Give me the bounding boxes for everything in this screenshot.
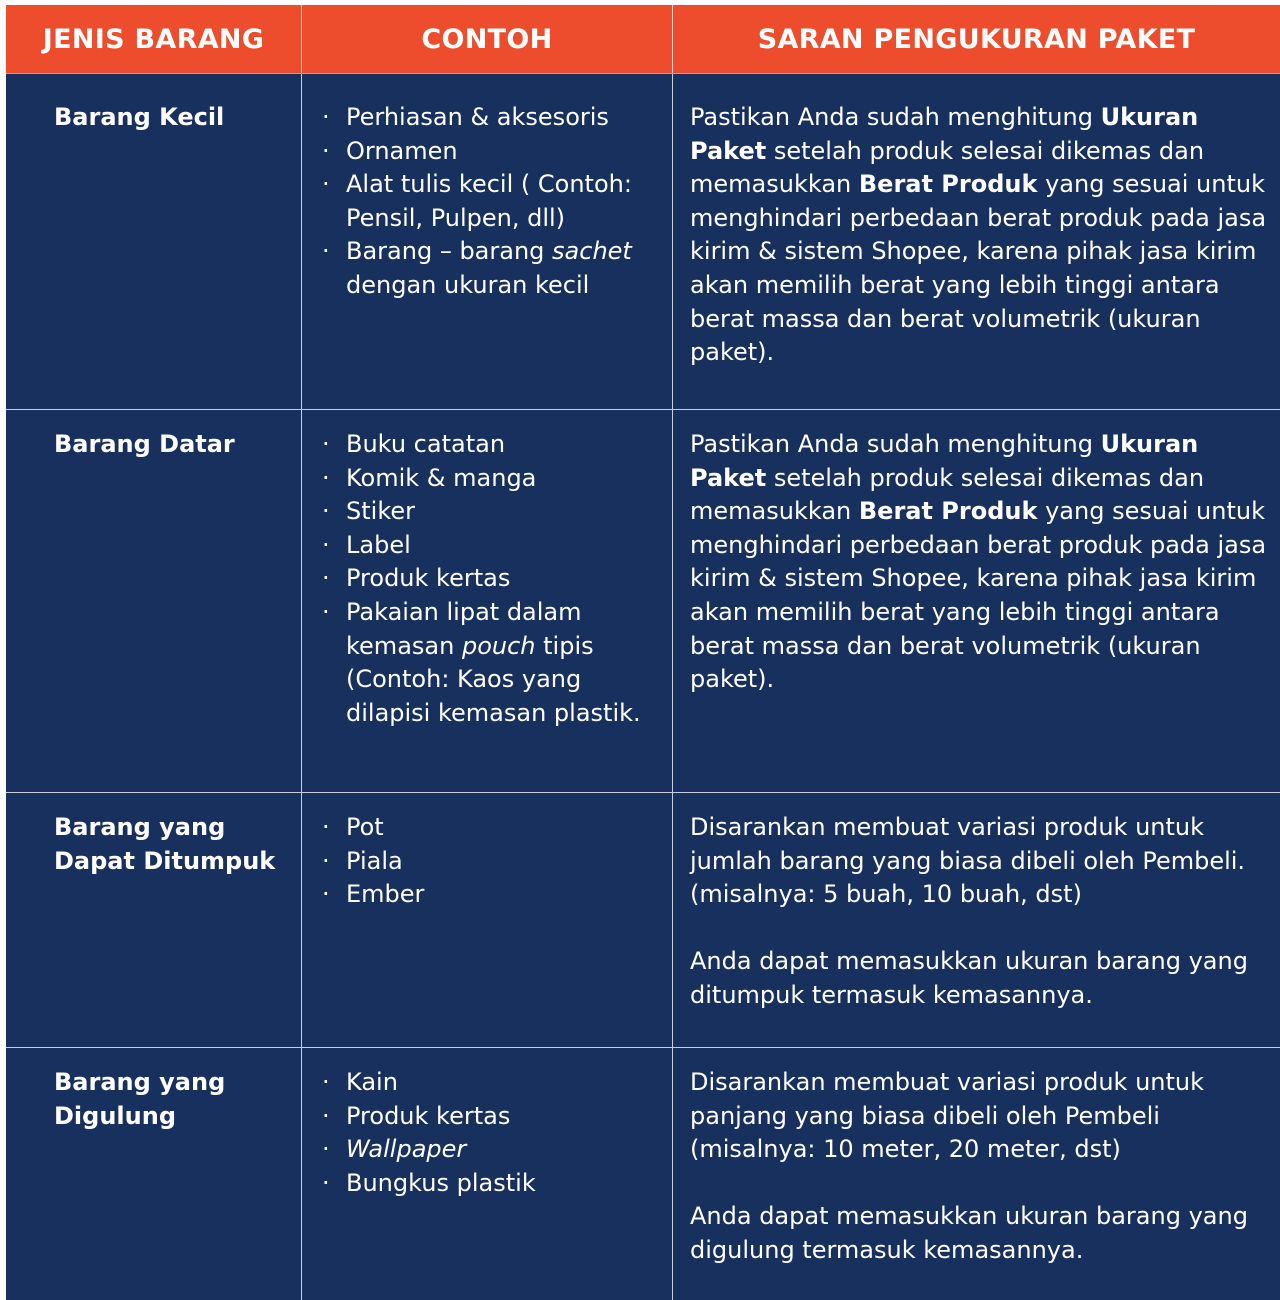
advice-text: setelah produk selesai dikemas dan memasukkan bbox=[690, 463, 1205, 526]
column-divider bbox=[672, 74, 673, 409]
bullet-dot: · bbox=[322, 103, 330, 131]
list-item bbox=[322, 1100, 667, 1134]
list-item bbox=[322, 562, 667, 596]
advice-text: Pastikan Anda sudah menghitung bbox=[690, 430, 1101, 458]
advice-text: yang sesuai untuk menghindari perbedaan berat produk pada jasa kirim & sistem Shopee, karena pihak jasa kirim akan memilih berat yang lebih tinggi antara berat massa dan berat volumetrik (ukuran paket). bbox=[690, 497, 1267, 694]
advice-paragraph bbox=[690, 1200, 1272, 1267]
list-item bbox=[322, 811, 667, 845]
measurement-advice bbox=[690, 101, 1272, 370]
advice-text: setelah produk selesai dikemas dan memasukkan bbox=[690, 136, 1205, 199]
advice-paragraph bbox=[690, 1066, 1272, 1167]
example-text: tipis (Contoh: Kaos yang dilapisi kemasan plastik. bbox=[346, 631, 641, 727]
example-text: Komik & manga bbox=[346, 463, 537, 492]
list-item bbox=[322, 235, 667, 302]
examples-list bbox=[322, 428, 667, 730]
header-contoh: CONTOH bbox=[421, 24, 553, 55]
advice-text: yang sesuai untuk menghindari perbedaan berat produk pada jasa kirim & sistem Shopee, karena pihak jasa kirim akan memilih berat yang lebih tinggi antara berat massa dan berat volumetrik (ukuran paket). bbox=[690, 170, 1267, 367]
bullet-dot: · bbox=[322, 430, 330, 458]
example-text: Alat tulis kecil ( Contoh: Pensil, Pulpen, dll) bbox=[346, 170, 632, 232]
list-item bbox=[322, 1167, 667, 1201]
header-saran-pengukuran: SARAN PENGUKURAN PAKET bbox=[757, 24, 1196, 55]
bullet-dot: · bbox=[322, 564, 330, 593]
examples-list bbox=[322, 101, 667, 303]
measurement-advice bbox=[690, 1066, 1272, 1268]
list-item bbox=[322, 135, 667, 169]
list-item bbox=[322, 428, 667, 462]
advice-text: Berat Produk bbox=[858, 497, 1038, 526]
example-text: Produk kertas bbox=[346, 1101, 511, 1130]
list-item bbox=[322, 168, 667, 235]
example-text: Produk kertas bbox=[346, 564, 511, 593]
column-divider bbox=[301, 410, 302, 792]
item-type: Barang Kecil bbox=[54, 103, 225, 131]
example-list bbox=[322, 428, 667, 730]
advice-text: Pastikan Anda sudah menghitung bbox=[690, 103, 1101, 131]
header-jenis-barang: JENIS BARANG bbox=[42, 24, 265, 55]
example-list bbox=[322, 811, 667, 912]
bullet-dot: · bbox=[322, 136, 330, 165]
bullet-dot: · bbox=[322, 880, 330, 909]
example-text: Bungkus plastik bbox=[346, 1168, 536, 1197]
example-text: pouch bbox=[461, 631, 536, 660]
bullet-dot: · bbox=[322, 1101, 330, 1130]
item-type: Barang yang Digulung bbox=[54, 1068, 226, 1130]
bullet-dot: · bbox=[322, 237, 330, 266]
list-item bbox=[322, 101, 667, 135]
example-text: dengan ukuran kecil bbox=[346, 270, 590, 299]
advice-paragraph bbox=[690, 945, 1272, 1012]
bullet-dot: · bbox=[322, 463, 330, 492]
bullet-dot: · bbox=[322, 1068, 330, 1096]
advice-text: Anda dapat memasukkan ukuran barang yang digulung termasuk kemasannya. bbox=[690, 1202, 1248, 1264]
table-row bbox=[6, 410, 1280, 793]
examples-list bbox=[322, 1066, 667, 1200]
examples-list bbox=[322, 811, 667, 912]
measurement-advice bbox=[690, 811, 1272, 1013]
example-text: sachet bbox=[552, 237, 632, 266]
list-item bbox=[322, 596, 667, 730]
list-item bbox=[322, 1066, 667, 1100]
bullet-dot: · bbox=[322, 813, 330, 841]
example-list bbox=[322, 1066, 667, 1200]
bullet-dot: · bbox=[322, 497, 330, 526]
list-item bbox=[322, 495, 667, 529]
example-text: Kain bbox=[346, 1068, 398, 1096]
bullet-dot: · bbox=[322, 1168, 330, 1197]
table-row bbox=[6, 1048, 1280, 1300]
example-text: Barang – barang bbox=[346, 237, 553, 266]
example-text: Ember bbox=[346, 880, 425, 909]
bullet-dot: · bbox=[322, 846, 330, 875]
item-type: Barang Datar bbox=[54, 430, 235, 458]
example-text: Perhiasan & aksesoris bbox=[346, 103, 609, 131]
packaging-guide-table bbox=[6, 5, 1280, 1300]
advice-text: Anda dapat memasukkan ukuran barang yang ditumpuk termasuk kemasannya. bbox=[690, 947, 1248, 1009]
advice-text: Disarankan membuat variasi produk untuk jumlah barang yang biasa dibeli oleh Pembeli. (misalnya: 5 buah, 10 buah, dst) bbox=[690, 813, 1246, 909]
example-text: Stiker bbox=[346, 497, 415, 526]
table-header bbox=[6, 5, 1280, 74]
example-text: Label bbox=[346, 530, 411, 559]
measurement-advice bbox=[690, 428, 1272, 697]
list-item bbox=[322, 845, 667, 879]
list-item bbox=[322, 529, 667, 563]
list-item bbox=[322, 878, 667, 912]
bullet-dot: · bbox=[322, 1135, 330, 1164]
table-row bbox=[6, 793, 1280, 1048]
advice-paragraph bbox=[690, 428, 1272, 697]
list-item bbox=[322, 462, 667, 496]
column-divider bbox=[672, 1048, 673, 1300]
column-divider bbox=[672, 793, 673, 1047]
advice-text: Disarankan membuat variasi produk untuk panjang yang biasa dibeli oleh Pembeli (misalnya: 10 meter, 20 meter, dst) bbox=[690, 1068, 1205, 1164]
advice-paragraph bbox=[690, 811, 1272, 912]
example-text: Buku catatan bbox=[346, 430, 506, 458]
item-type: Barang yang Dapat Ditumpuk bbox=[54, 813, 276, 875]
column-divider bbox=[672, 410, 673, 792]
column-divider bbox=[301, 74, 302, 409]
bullet-dot: · bbox=[322, 597, 330, 626]
bullet-dot: · bbox=[322, 530, 330, 559]
example-text: Pot bbox=[346, 813, 384, 841]
column-divider bbox=[301, 793, 302, 1047]
bullet-dot: · bbox=[322, 170, 330, 199]
table-row bbox=[6, 74, 1280, 410]
example-text: Wallpaper bbox=[346, 1135, 467, 1164]
example-text: Piala bbox=[346, 846, 403, 875]
example-text: Pakaian lipat dalam kemasan bbox=[346, 597, 582, 660]
advice-text: Berat Produk bbox=[858, 170, 1038, 199]
list-item bbox=[322, 1133, 667, 1167]
example-text: Ornamen bbox=[346, 136, 458, 165]
advice-text: Ukuran Paket bbox=[690, 103, 1199, 165]
column-divider bbox=[301, 1048, 302, 1300]
advice-text: Ukuran Paket bbox=[690, 430, 1199, 492]
advice-paragraph bbox=[690, 101, 1272, 370]
example-list bbox=[322, 101, 667, 303]
